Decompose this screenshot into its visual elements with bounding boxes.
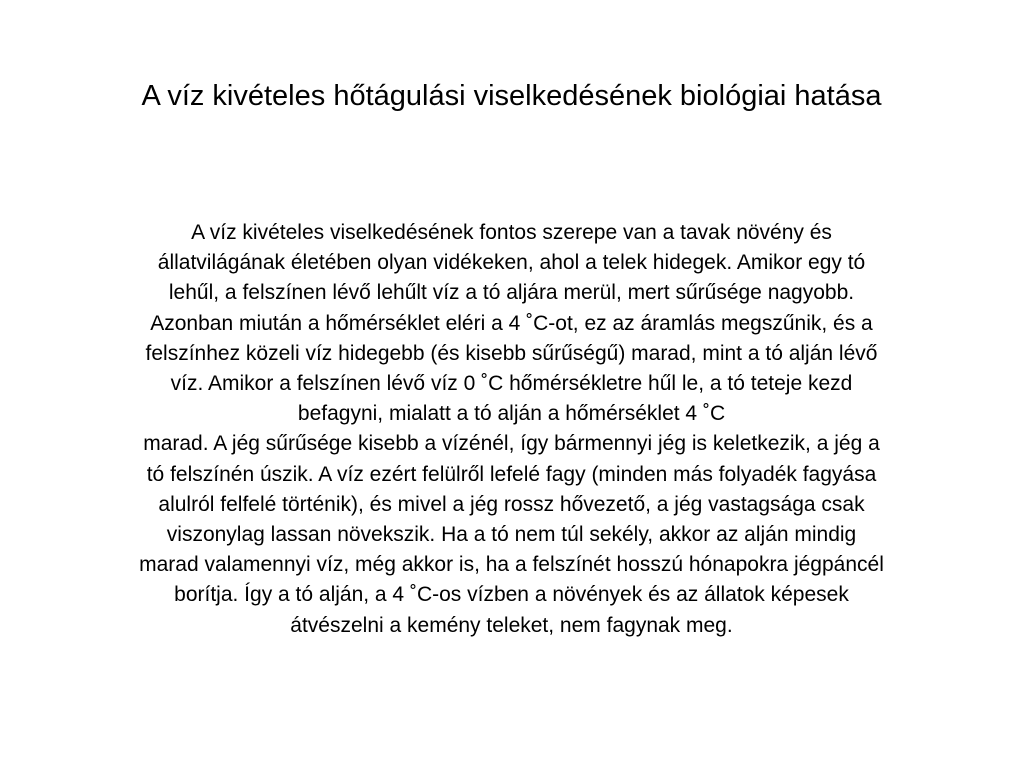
body-line: átvészelni a kemény teleket, nem fagynak meg. bbox=[290, 613, 733, 637]
body-line: marad. A jég sűrűsége kisebb a vízénél, így bármennyi jég is keletkezik, a jég a bbox=[143, 432, 880, 456]
body-line: marad valamennyi víz, még akkor is, ha a felszínét hosszú hónapokra jégpáncél bbox=[139, 553, 884, 577]
body-line: A víz kivételes viselkedésének fontos szerepe van a tavak növény és bbox=[191, 221, 832, 244]
body-line: állatvilágának életében olyan vidékeken, ahol a telek hidegek. Amikor egy tó bbox=[157, 251, 866, 275]
body-line: borítja. Így a tó alján, a 4 ˚C-os vízben a növények és az állatok képesek bbox=[174, 583, 849, 607]
body-line: viszonylag lassan növekszik. Ha a tó nem túl sekély, akkor az alján mindig bbox=[166, 523, 857, 547]
body-line: lehűl, a felszínen lévő lehűlt víz a tó aljára merül, mert sűrűsége nagyobb. bbox=[168, 281, 855, 305]
body-line: tó felszínén úszik. A víz ezért felülről lefelé fagy (minden más folyadék fagyása bbox=[146, 462, 877, 486]
slide-body-text bbox=[40, 218, 983, 641]
body-line: befagyni, mialatt a tó alján a hőmérséklet 4 ˚C bbox=[297, 402, 726, 426]
body-line: alulról felfelé történik), és mivel a jég rossz hővezető, a jég vastagsága csak bbox=[158, 492, 865, 516]
body-line: Azonban miután a hőmérséklet eléri a 4 ˚C-ot, ez az áramlás megszűnik, és a bbox=[150, 311, 873, 335]
body-line: felszínhez közeli víz hidegebb (és kisebb sűrűségű) marad, mint a tó alján lévő bbox=[145, 341, 878, 365]
slide-title: A víz kivételes hőtágulási viselkedésének biológiai hatása bbox=[141, 80, 882, 112]
body-line: víz. Amikor a felszínen lévő víz 0 ˚C hőmérsékletre hűl le, a tó teteje kezd bbox=[170, 372, 853, 396]
